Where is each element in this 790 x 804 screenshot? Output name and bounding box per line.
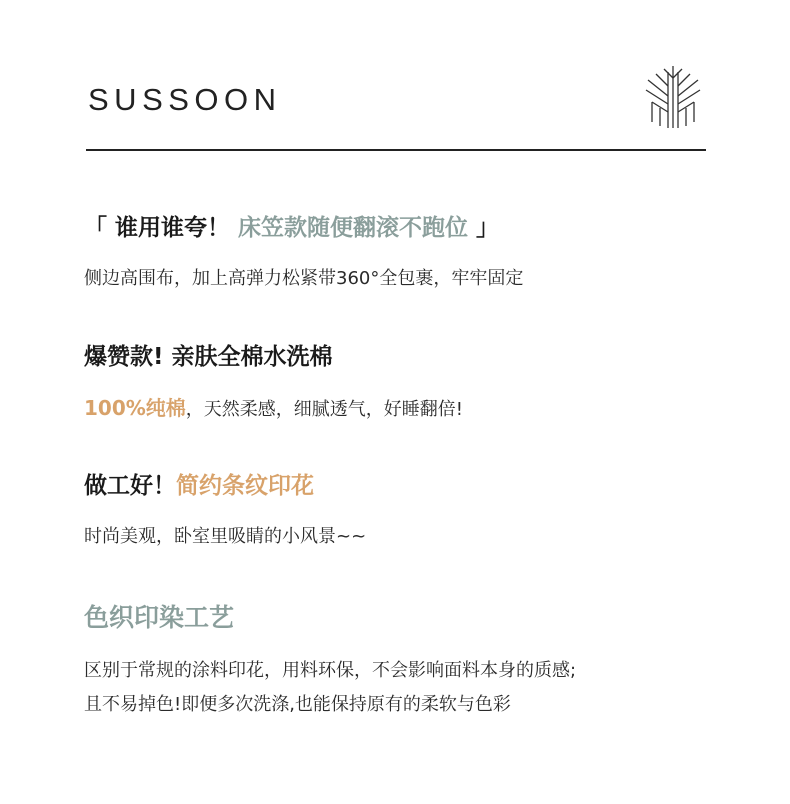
section-body: 侧边高围布，加上高弹力松紧带360°全包裹，牢牢固定	[84, 268, 524, 289]
section-body: 时尚美观，卧室里吸睛的小风景~~	[84, 526, 367, 547]
section-heading	[84, 470, 724, 502]
section-body-line-1: 区别于常规的涂料印花，用料环保，不会影响面料本身的质感;	[84, 660, 577, 681]
section-dyeing	[84, 602, 724, 720]
brand-name: SUSSOON	[88, 82, 282, 117]
header	[86, 60, 706, 152]
section-body-line-2: 且不易掉色!即便多次洗涤,也能保持原有的柔软与色彩	[84, 694, 511, 715]
section-body	[84, 393, 724, 425]
heading-accent: 简约条纹印花	[176, 473, 314, 499]
heading-dark: 做工好！	[84, 473, 176, 499]
bracket-close: 」	[476, 215, 500, 241]
heading-dark: 谁用谁夸！	[115, 215, 231, 241]
section-cotton	[84, 341, 724, 425]
body-accent: 100%纯棉	[84, 396, 186, 420]
bracket-open: 「	[84, 215, 107, 241]
section-heading	[84, 212, 724, 244]
section-bed-fitted	[84, 212, 724, 294]
header-divider	[86, 149, 706, 151]
section-print	[84, 470, 724, 552]
body-text: ，天然柔感，细腻透气，好睡翻倍!	[185, 399, 464, 420]
tree-lines-icon	[642, 64, 704, 130]
heading-accent: 床笠款随便翻滚不跑位	[238, 215, 469, 241]
section-heading: 爆赞款! 亲肤全棉水洗棉	[84, 344, 333, 370]
section-heading: 色织印染工艺	[84, 603, 235, 632]
